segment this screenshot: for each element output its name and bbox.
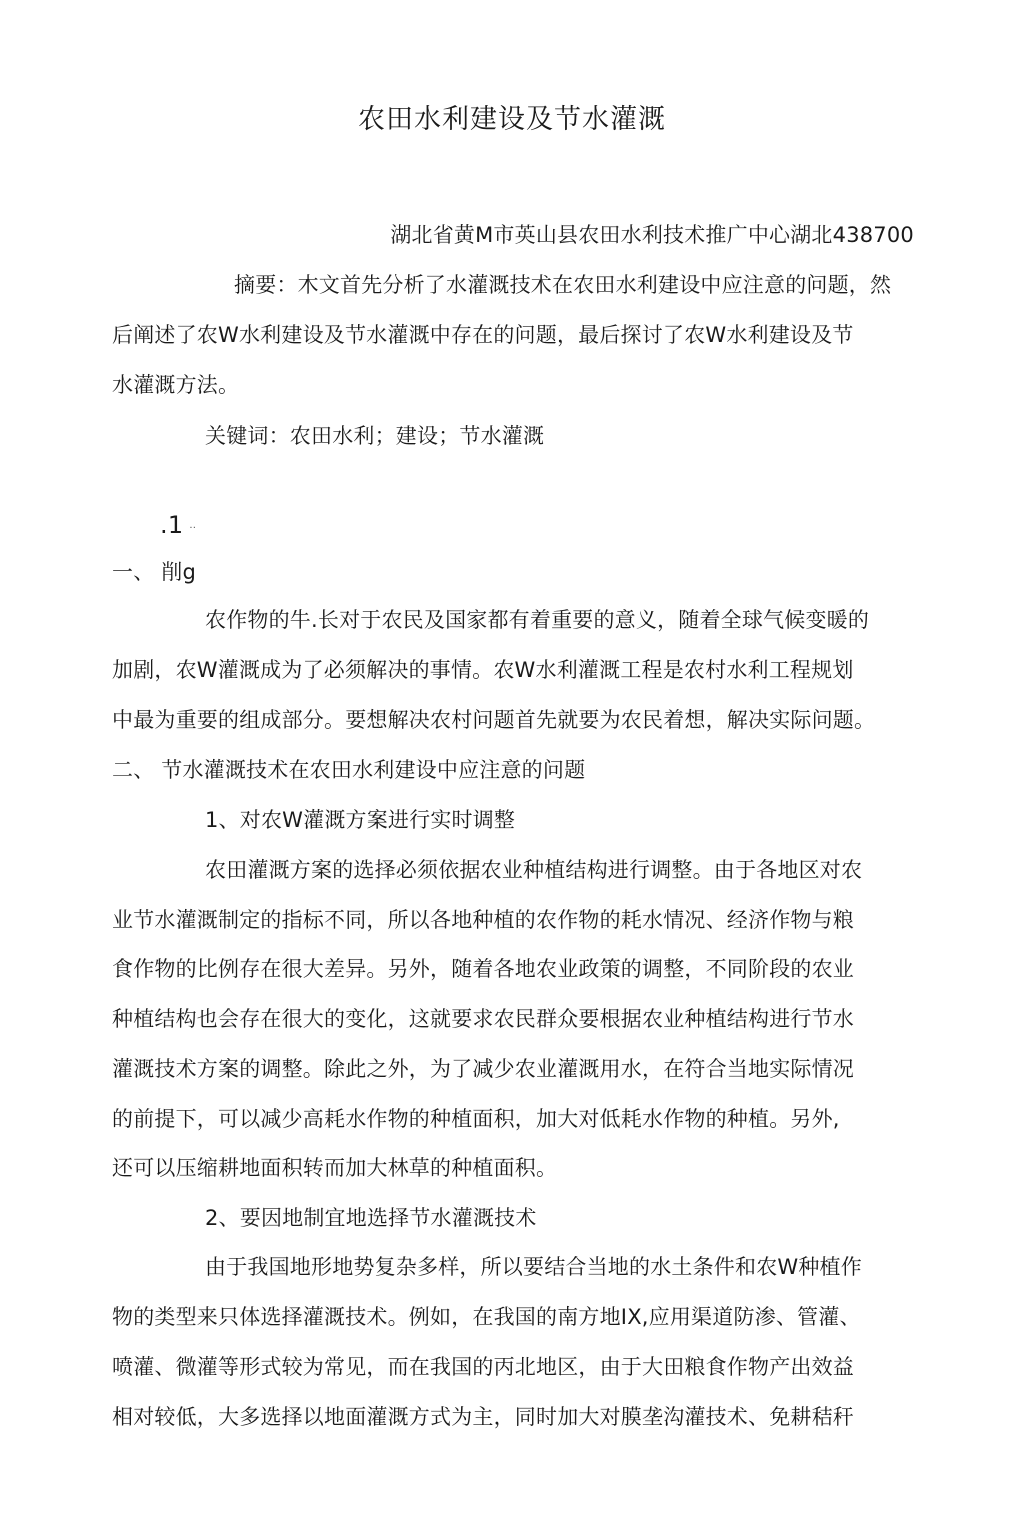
abstract-line: 摘要：木文首先分析了水灌溉技术在农田水利建设中应注意的问题，然: [234, 273, 892, 297]
section-heading-1: 一、 削g: [112, 560, 197, 584]
paragraph-line: 灌溉技术方案的调整。除此之外，为了减少农业灌溉用水，在符合当地实际情况: [112, 1057, 854, 1081]
section-marker-number: .1: [160, 511, 184, 539]
abstract-line: 后阐述了农W水利建设及节水灌溉中存在的问题，最后探讨了农W水利建设及节: [112, 323, 854, 347]
document-title: 农田水利建设及节水灌溉: [358, 104, 666, 135]
subsection-heading-2: 2、要因地制宜地选择节水灌溉技术: [205, 1206, 537, 1230]
paragraph-line: 还可以压缩耕地面积转而加大林草的种植面积。: [112, 1156, 558, 1180]
paragraph-line: 物的类型来只体选择灌溉技术。例如，在我国的南方地IX,应用渠道防渗、管灌、: [112, 1305, 861, 1329]
section-marker-dots: ..: [189, 520, 197, 531]
paragraph-line: 种植结构也会存在很大的变化，这就要求农民群众要根据农业种植结构进行节水: [112, 1007, 854, 1031]
paragraph-line: 农作物的牛.长对于农民及国家都有着重要的意义，随着全球气候变暖的: [205, 608, 870, 632]
abstract-line: 水灌溉方法。: [112, 373, 240, 397]
paragraph-line: 农田灌溉方案的选择必须依据农业种植结构进行调整。由于各地区对农: [205, 858, 863, 882]
paragraph-line: 业节水灌溉制定的指标不同，所以各地种植的农作物的耗水情况、经济作物与粮: [112, 908, 854, 932]
paragraph-line: 加剧，农W灌溉成为了必须解决的事情。农W水利灌溉工程是农村水利工程规划: [112, 658, 854, 682]
section-heading-2: 二、 节水灌溉技术在农田水利建设中应注意的问题: [112, 758, 586, 782]
paragraph-line: 中最为重要的组成部分。要想解决农村问题首先就要为农民着想，解决实际问题。: [112, 708, 876, 732]
author-affiliation: 湖北省黄M市英山县农田水利技术推广中心湖北438700: [390, 223, 914, 247]
paragraph-line: 由于我国地形地势复杂多样，所以要结合当地的水土条件和农W种植作: [205, 1255, 862, 1279]
paragraph-line: 相对较低，大多选择以地面灌溉方式为主，同时加大对膜垄沟灌技术、免耕秸秆: [112, 1405, 854, 1429]
subsection-heading-1: 1、对农W灌溉方案进行实时调整: [205, 808, 516, 832]
paragraph-line: 喷灌、微灌等形式较为常见，而在我国的丙北地区，由于大田粮食作物产出效益: [112, 1355, 854, 1379]
paragraph-line: 的前提下，可以减少高耗水作物的种植面积，加大对低耗水作物的种植。另外,: [112, 1107, 840, 1131]
section-marker: [160, 512, 196, 539]
paragraph-line: 食作物的比例存在很大差异。另外，随着各地农业政策的调整，不同阶段的农业: [112, 957, 854, 981]
keywords: 关键词：农田水利；建设；节水灌溉: [205, 424, 545, 448]
